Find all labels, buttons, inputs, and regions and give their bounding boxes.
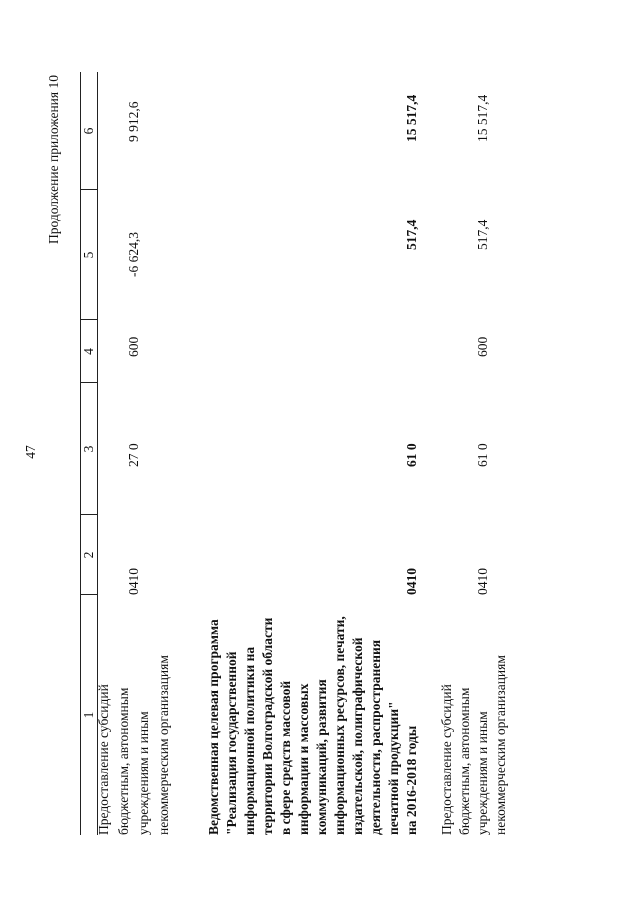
header-col-6: 6 [81,127,96,135]
page-number: 47 [23,445,38,459]
row2-col2: 0410 [404,568,419,595]
row2-desc-line: информации и массовых [296,683,311,835]
row1-col3: 27 0 [126,443,141,467]
row3-desc-line: некоммерческим организациям [493,655,508,835]
row2-col6: 15 517,4 [404,94,419,142]
row1-desc-line: бюджетным, автономным [116,687,131,835]
row2-col5: 517,4 [404,219,419,250]
row3-col3: 61 0 [475,443,490,467]
row3-col5: 517,4 [475,219,490,250]
row2-desc-line: "Реализация государственной [224,651,239,835]
row2-desc-line: печатной продукции" [386,701,401,835]
row2-col3: 61 0 [404,443,419,467]
header-col-3: 3 [81,445,96,453]
row1-col5: -6 624,3 [126,232,141,277]
row3-col6: 15 517,4 [475,94,490,142]
row2-desc-line: информационных ресурсов, печати, [332,616,347,835]
header-col-4: 4 [81,348,96,355]
row3-desc-line: бюджетным, автономным [457,687,472,835]
row2-desc-line: информационной политики на [242,646,257,835]
row3-col2: 0410 [475,568,490,595]
header-col-2: 2 [81,551,96,559]
row1-col2: 0410 [126,568,141,595]
row2-desc-line: Ведомственная целевая программа [206,619,221,835]
row3-desc-line: учреждениям и иным [475,711,490,835]
header-col-1: 1 [81,711,96,719]
row2-desc-line: в сфере средств массовой [278,680,293,835]
row1-desc-line: учреждениям и иным [136,711,151,835]
row2-desc-line: деятельности, распространения [368,639,383,835]
row1-desc-line: Предоставление субсидий [96,684,111,835]
continuation-note: Продолжение приложения 10 [46,75,61,245]
header-col-5: 5 [81,251,96,259]
row2-desc-line: издательской, полиграфической [350,637,365,835]
row2-desc-line: на 2016-2018 годы [404,725,419,835]
row2-desc-line: коммуникаций, развития [314,679,329,835]
row3-col4: 600 [475,336,490,357]
row1-col4: 600 [126,336,141,357]
row1-desc-line: некоммерческим организациям [156,655,171,835]
row2-desc-line: территории Волгоградской области [260,617,275,835]
row3-desc-line: Предоставление субсидий [439,684,454,835]
row1-col6: 9 912,6 [126,101,141,142]
